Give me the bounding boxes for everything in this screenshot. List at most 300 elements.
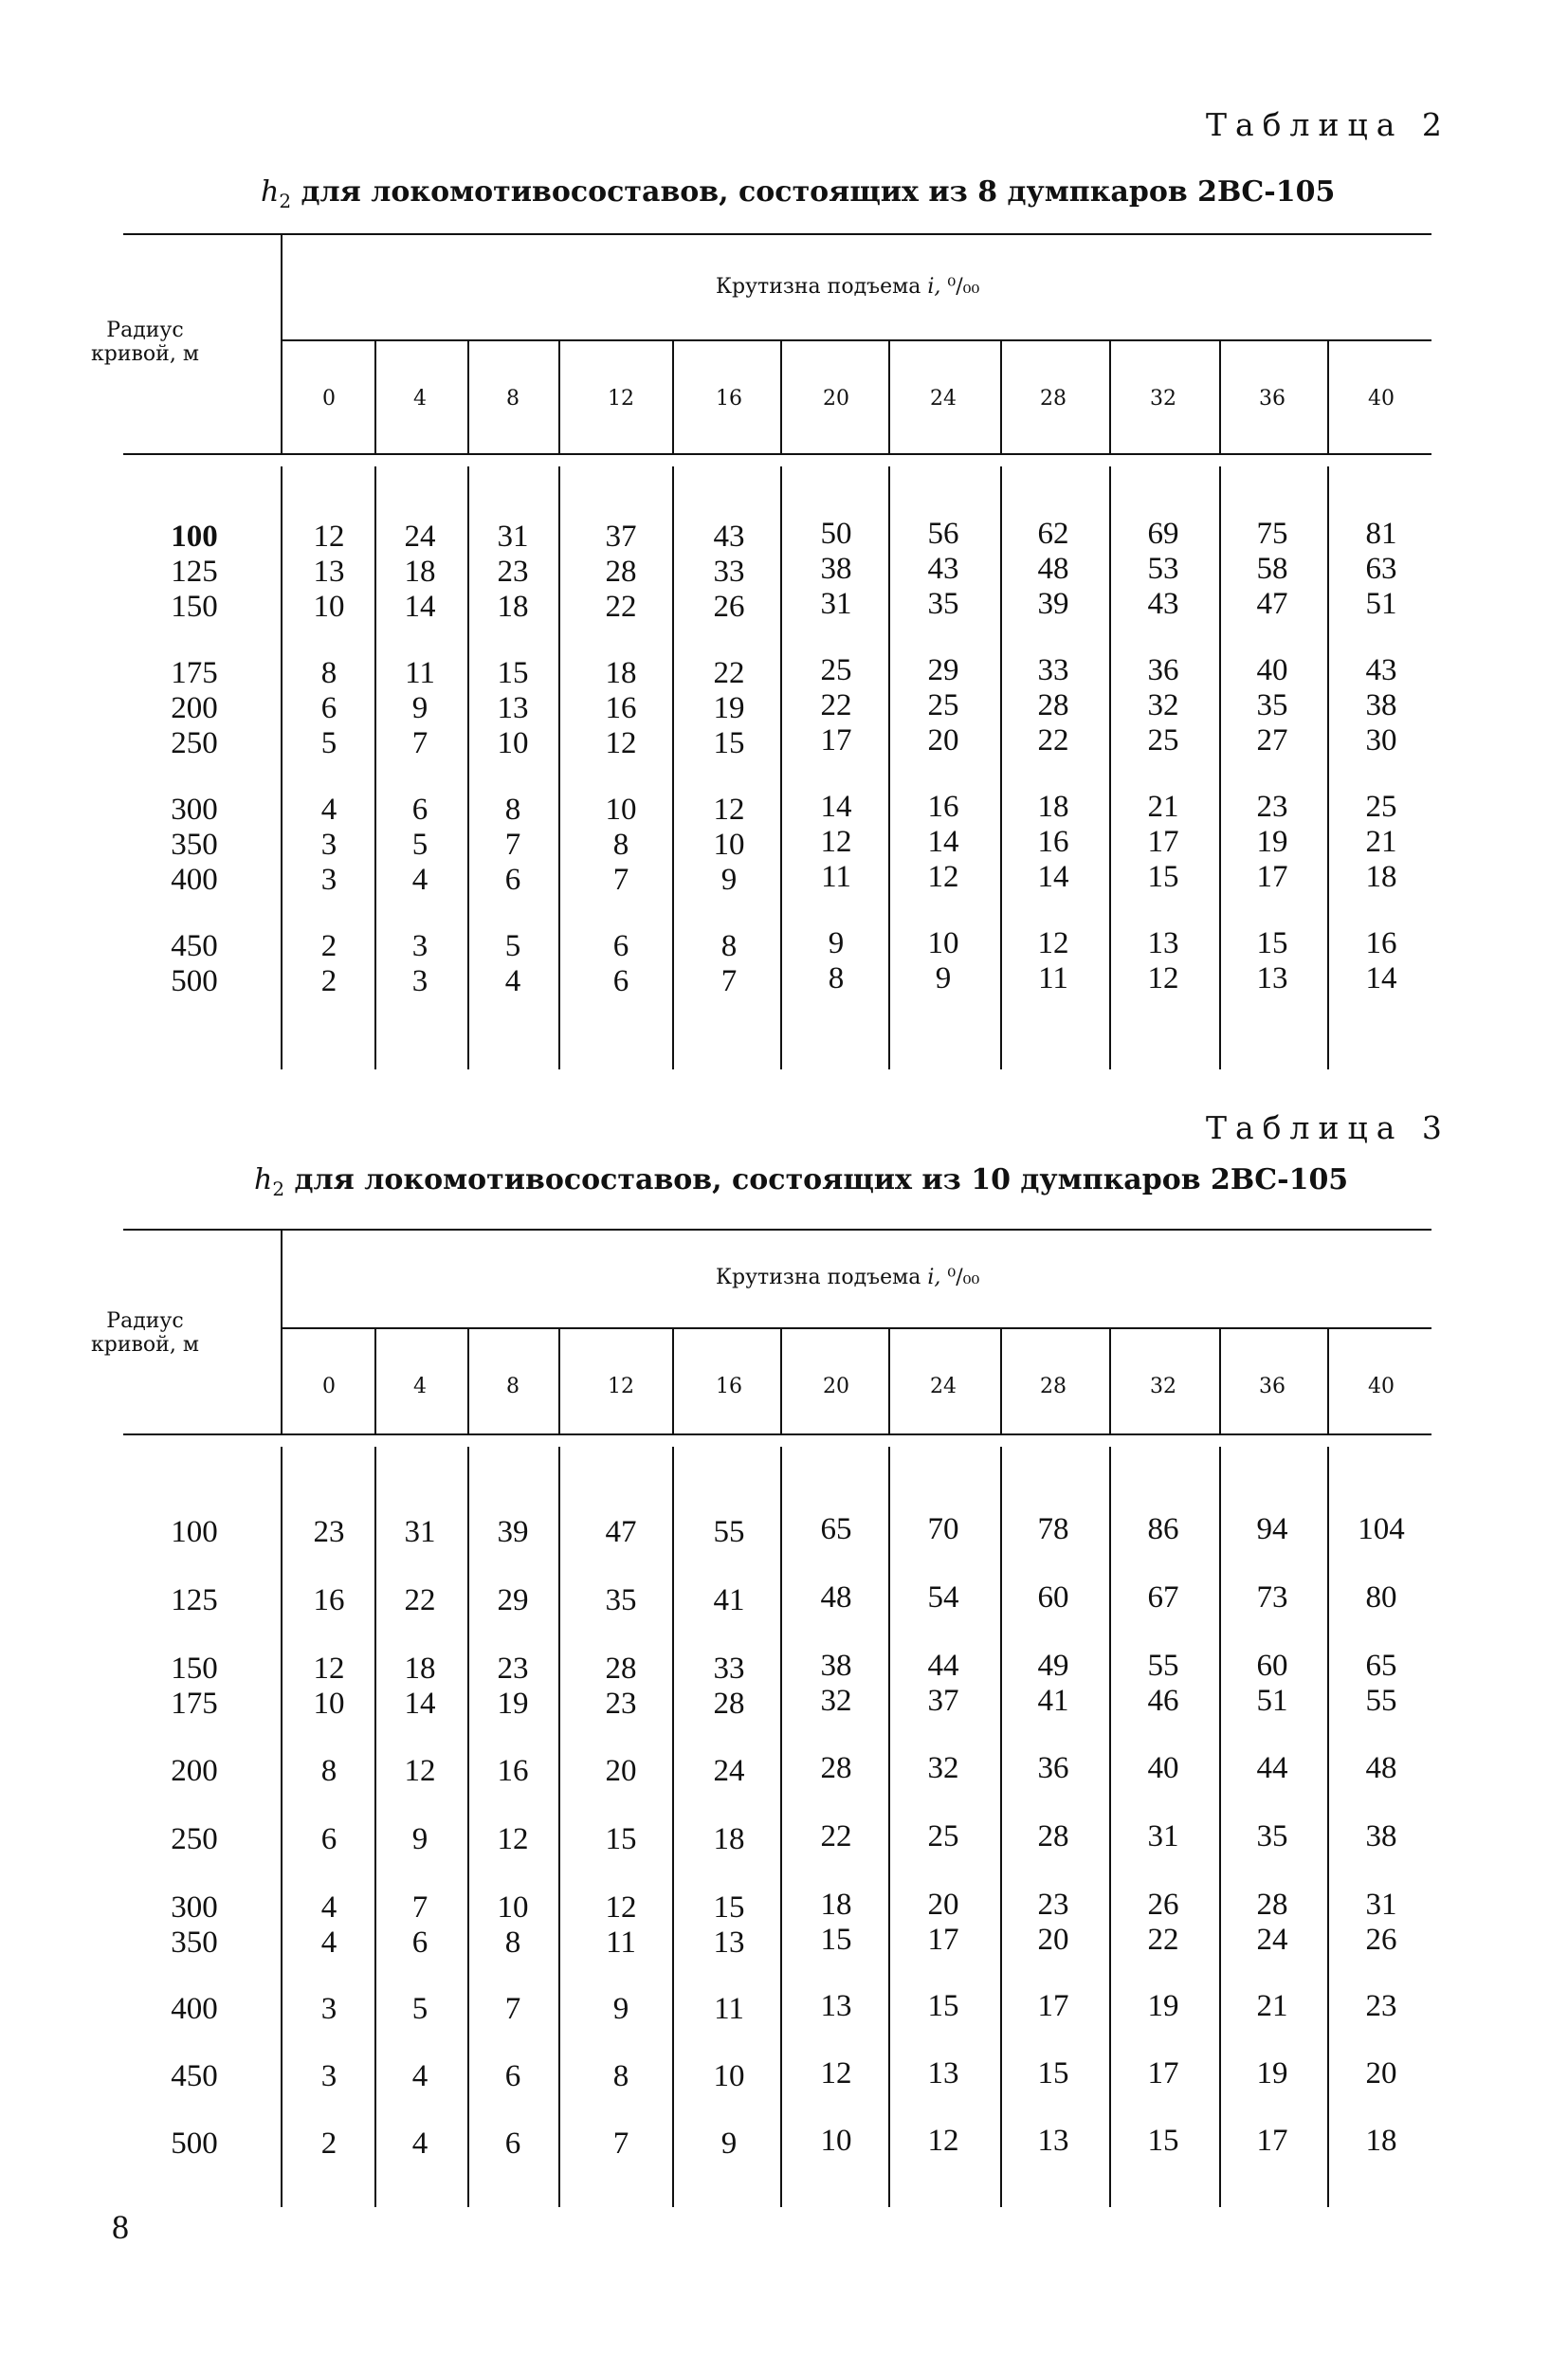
table-cell: 13 (820, 1989, 852, 2023)
table-cell: 12 (820, 825, 852, 859)
table-cell: 22 (404, 1583, 436, 1617)
table-cell: 36 (1037, 1751, 1069, 1785)
table-cell: 12 (1037, 926, 1069, 960)
table-cell: 12 (313, 520, 345, 554)
table-cell: 22 (820, 1819, 852, 1853)
radius-value: 175 (171, 1687, 218, 1721)
table-cell: 104 (1358, 1512, 1405, 1546)
table-cell: 6 (411, 793, 428, 827)
table-cell: 17 (927, 1923, 959, 1957)
column-header: 4 (413, 1375, 427, 1398)
table-cell: 18 (1365, 2124, 1397, 2158)
table-cell: 94 (1256, 1512, 1288, 1546)
column-divider (1219, 1447, 1221, 2207)
table-cell: 28 (1037, 1819, 1069, 1853)
column-header: 20 (823, 387, 849, 411)
table-cell: 38 (820, 1649, 852, 1683)
column-header: 36 (1259, 387, 1285, 411)
table-cell: 21 (1147, 790, 1179, 824)
table-cell: 13 (497, 691, 529, 725)
table-cell: 14 (820, 790, 852, 824)
table-cell: 10 (605, 793, 637, 827)
table-cell: 51 (1365, 587, 1397, 621)
table2-label: Таблица 2 (1206, 106, 1450, 143)
radius-value: 300 (171, 793, 218, 827)
radius-value: 500 (171, 2127, 218, 2161)
table-cell: 31 (1147, 1819, 1179, 1853)
column-header: 0 (322, 387, 336, 411)
table-cell: 8 (504, 1926, 521, 1960)
table-cell: 32 (820, 1684, 852, 1718)
table-cell: 10 (820, 2124, 852, 2158)
table-cell: 21 (1365, 825, 1397, 859)
table-cell: 28 (1256, 1888, 1288, 1922)
table-cell: 67 (1147, 1580, 1179, 1615)
slope-unit: ⁰/₀₀ (947, 1266, 980, 1289)
table-cell: 54 (927, 1580, 959, 1615)
table-cell: 6 (504, 863, 521, 897)
table-cell: 18 (713, 1822, 745, 1856)
table-cell: 12 (497, 1822, 529, 1856)
column-header: 8 (506, 1375, 520, 1398)
table-cell: 16 (1365, 926, 1397, 960)
table-cell: 3 (411, 929, 428, 963)
radius-value: 300 (171, 1890, 218, 1925)
table-cell: 25 (820, 653, 852, 687)
table-cell: 6 (504, 2127, 521, 2161)
table-cell: 22 (713, 656, 745, 690)
table-cell: 25 (927, 1819, 959, 1853)
table2-title-symbol: h (261, 175, 280, 209)
table-cell: 11 (405, 656, 435, 690)
table-cell: 33 (1037, 653, 1069, 687)
column-header: 32 (1150, 1375, 1176, 1398)
table-cell: 3 (320, 863, 337, 897)
table-cell: 39 (497, 1515, 529, 1549)
column-divider (780, 1447, 782, 2207)
column-header: 16 (716, 1375, 742, 1398)
table-cell: 10 (713, 828, 745, 862)
column-header: 0 (322, 1375, 336, 1398)
table-cell: 28 (605, 1652, 637, 1686)
table-cell: 43 (713, 520, 745, 554)
table-cell: 19 (1147, 1989, 1179, 2023)
table-cell: 4 (411, 863, 428, 897)
table-cell: 48 (1037, 552, 1069, 586)
table-cell: 12 (404, 1754, 436, 1788)
table-cell: 14 (1365, 961, 1397, 995)
table-cell: 23 (1037, 1888, 1069, 1922)
table-cell: 48 (1365, 1751, 1397, 1785)
table-cell: 37 (605, 520, 637, 554)
table-cell: 18 (1037, 790, 1069, 824)
column-header: 12 (608, 1375, 634, 1398)
radius-header-line2: кривой, м (91, 1333, 199, 1357)
table-cell: 65 (1365, 1649, 1397, 1683)
column-header: 12 (608, 387, 634, 411)
table-cell: 8 (320, 656, 337, 690)
table-cell: 35 (1256, 688, 1288, 722)
table-cell: 7 (411, 726, 428, 760)
table-cell: 15 (927, 1989, 959, 2023)
table-cell: 23 (497, 1652, 529, 1686)
radius-value: 175 (171, 656, 218, 690)
table-cell: 17 (1147, 825, 1179, 859)
column-divider (1000, 1327, 1002, 1433)
table-cell: 17 (1256, 860, 1288, 894)
table-cell: 60 (1037, 1580, 1069, 1615)
slope-variable: i, (927, 1266, 941, 1289)
table-cell: 12 (820, 2056, 852, 2090)
table-cell: 5 (320, 726, 337, 760)
column-divider (1000, 1447, 1002, 2207)
table-cell: 6 (504, 2059, 521, 2093)
table-cell: 17 (1147, 2056, 1179, 2090)
table-cell: 6 (612, 964, 629, 998)
table-cell: 10 (497, 1890, 529, 1925)
slope-variable: i, (927, 275, 941, 299)
table-cell: 3 (320, 828, 337, 862)
table-cell: 20 (1037, 1923, 1069, 1957)
table-cell: 16 (605, 691, 637, 725)
table-cell: 31 (820, 587, 852, 621)
table-cell: 12 (313, 1652, 345, 1686)
column-header: 28 (1040, 387, 1067, 411)
table-cell: 81 (1365, 517, 1397, 551)
table-cell: 33 (713, 555, 745, 589)
table-cell: 15 (820, 1923, 852, 1957)
table2-title-text: для локомотивосоставов, состоящих из 8 думпкаров 2ВС-105 (301, 175, 1336, 209)
table-cell: 19 (1256, 825, 1288, 859)
column-header: 20 (823, 1375, 849, 1398)
slope-header-text: Крутизна подъема (716, 1266, 921, 1289)
column-divider (558, 1327, 560, 1433)
table-cell: 22 (605, 590, 637, 624)
table-cell: 21 (1256, 1989, 1288, 2023)
table-cell: 3 (411, 964, 428, 998)
radius-value: 100 (171, 1515, 218, 1549)
column-header: 40 (1368, 1375, 1395, 1398)
table-cell: 9 (720, 863, 738, 897)
table-cell: 35 (605, 1583, 637, 1617)
table-cell: 11 (821, 860, 851, 894)
table-cell: 14 (404, 1687, 436, 1721)
column-divider (558, 1447, 560, 2207)
table-cell: 12 (605, 1890, 637, 1925)
column-divider (888, 1447, 890, 2207)
table-cell: 4 (320, 793, 337, 827)
header-divider (283, 1327, 1431, 1329)
table-cell: 17 (1256, 2124, 1288, 2158)
column-divider (1327, 1447, 1329, 2207)
radius-value: 125 (171, 1583, 218, 1617)
table-cell: 47 (605, 1515, 637, 1549)
table-cell: 11 (714, 1992, 744, 2026)
table-cell: 9 (411, 1822, 428, 1856)
column-divider (1219, 1327, 1221, 1433)
table-cell: 15 (497, 656, 529, 690)
table-cell: 26 (713, 590, 745, 624)
table-cell: 15 (713, 726, 745, 760)
table-cell: 70 (927, 1512, 959, 1546)
table-cell: 4 (411, 2127, 428, 2161)
table-cell: 7 (504, 1992, 521, 2026)
table-cell: 56 (927, 517, 959, 551)
table-cell: 12 (1147, 961, 1179, 995)
table-cell: 30 (1365, 723, 1397, 758)
radius-header-line1: Радиус (106, 1309, 184, 1333)
table-cell: 50 (820, 517, 852, 551)
table-cell: 13 (1037, 2124, 1069, 2158)
table-cell: 9 (828, 926, 845, 960)
radius-value: 125 (171, 555, 218, 589)
table-cell: 15 (1037, 2056, 1069, 2090)
table-cell: 41 (713, 1583, 745, 1617)
radius-value: 150 (171, 590, 218, 624)
column-divider (374, 1447, 376, 2207)
table-cell: 38 (820, 552, 852, 586)
table-cell: 16 (927, 790, 959, 824)
table-cell: 25 (1365, 790, 1397, 824)
slope-header-text: Крутизна подъема (716, 275, 921, 299)
table-cell: 46 (1147, 1684, 1179, 1718)
column-divider (1109, 1447, 1111, 2207)
radius-header-line2: кривой, м (91, 342, 199, 366)
table-cell: 14 (1037, 860, 1069, 894)
slope-header (716, 1266, 979, 1289)
column-divider (780, 1327, 782, 1433)
table-cell: 14 (404, 590, 436, 624)
column-divider (1327, 1327, 1329, 1433)
table-cell: 19 (1256, 2056, 1288, 2090)
column-header: 32 (1150, 387, 1176, 411)
radius-value: 250 (171, 726, 218, 760)
radius-value: 450 (171, 929, 218, 963)
table-cell: 25 (927, 688, 959, 722)
table-cell: 20 (927, 1888, 959, 1922)
column-divider (281, 1447, 283, 2207)
radius-value: 150 (171, 1652, 218, 1686)
table-cell: 40 (1147, 1751, 1179, 1785)
header-bottom-rule (123, 1433, 1431, 1435)
column-divider (1109, 1327, 1111, 1433)
table-cell: 65 (820, 1512, 852, 1546)
table3-title-text: для локомотивосоставов, состоящих из 10 думпкаров 2ВС-105 (294, 1163, 1349, 1196)
table-cell: 10 (313, 590, 345, 624)
table-cell: 6 (320, 1822, 337, 1856)
column-header: 24 (930, 387, 957, 411)
table-cell: 13 (313, 555, 345, 589)
table-cell: 78 (1037, 1512, 1069, 1546)
table-cell: 4 (320, 1890, 337, 1925)
table-cell: 75 (1256, 517, 1288, 551)
table-cell: 23 (605, 1687, 637, 1721)
table-cell: 5 (411, 828, 428, 862)
table-cell: 23 (1256, 790, 1288, 824)
table-cell: 13 (1256, 961, 1288, 995)
table-cell: 55 (1147, 1649, 1179, 1683)
radius-header-line1: Радиус (106, 319, 184, 342)
column-divider (888, 1327, 890, 1433)
table-cell: 16 (1037, 825, 1069, 859)
table-cell: 8 (828, 961, 845, 995)
table-cell: 22 (1037, 723, 1069, 758)
table-cell: 28 (713, 1687, 745, 1721)
table-cell: 31 (1365, 1888, 1397, 1922)
table-cell: 80 (1365, 1580, 1397, 1615)
table-cell: 18 (820, 1888, 852, 1922)
table-cell: 13 (713, 1926, 745, 1960)
table-cell: 2 (320, 2127, 337, 2161)
table-cell: 4 (320, 1926, 337, 1960)
table-cell: 10 (927, 926, 959, 960)
table-cell: 43 (927, 552, 959, 586)
table-cell: 27 (1256, 723, 1288, 758)
table-cell: 86 (1147, 1512, 1179, 1546)
table-cell: 8 (504, 793, 521, 827)
table-cell: 13 (1147, 926, 1179, 960)
table-cell: 20 (605, 1754, 637, 1788)
table-cell: 35 (927, 587, 959, 621)
column-divider (467, 1327, 469, 1433)
column-header: 40 (1368, 387, 1395, 411)
radius-value: 450 (171, 2059, 218, 2093)
column-header: 4 (413, 387, 427, 411)
table-cell: 55 (1365, 1684, 1397, 1718)
table-cell: 48 (820, 1580, 852, 1615)
table-cell: 60 (1256, 1649, 1288, 1683)
table-cell: 43 (1365, 653, 1397, 687)
table-cell: 26 (1365, 1923, 1397, 1957)
table-cell: 3 (320, 1992, 337, 2026)
table-cell: 73 (1256, 1580, 1288, 1615)
slope-unit: ⁰/₀₀ (947, 275, 980, 299)
column-header: 16 (716, 387, 742, 411)
table-cell: 19 (713, 691, 745, 725)
table-cell: 6 (612, 929, 629, 963)
table-cell: 43 (1147, 587, 1179, 621)
table-cell: 41 (1037, 1684, 1069, 1718)
table-cell: 29 (927, 653, 959, 687)
table-cell: 20 (927, 723, 959, 758)
table-cell: 4 (411, 2059, 428, 2093)
table-cell: 25 (1147, 723, 1179, 758)
table-cell: 4 (504, 964, 521, 998)
table-cell: 33 (713, 1652, 745, 1686)
table-cell: 5 (411, 1992, 428, 2026)
table-cell: 18 (1365, 860, 1397, 894)
table-cell: 18 (404, 1652, 436, 1686)
table-cell: 9 (720, 2127, 738, 2161)
table-cell: 6 (320, 691, 337, 725)
table3-title-subscript: 2 (272, 1178, 285, 1200)
table-cell: 11 (1038, 961, 1068, 995)
radius-header (64, 1309, 226, 1357)
table-cell: 11 (606, 1926, 636, 1960)
table-cell: 38 (1365, 1819, 1397, 1853)
column-header: 8 (506, 387, 520, 411)
table-cell: 31 (404, 1515, 436, 1549)
table-cell: 19 (497, 1687, 529, 1721)
table-cell: 22 (820, 688, 852, 722)
table-cell: 9 (935, 961, 952, 995)
table-cell: 17 (1037, 1989, 1069, 2023)
table-cell: 49 (1037, 1649, 1069, 1683)
table-cell: 55 (713, 1515, 745, 1549)
table-cell: 28 (605, 555, 637, 589)
table-cell: 15 (1147, 2124, 1179, 2158)
table-cell: 8 (612, 828, 629, 862)
table-cell: 18 (605, 656, 637, 690)
radius-value: 400 (171, 1992, 218, 2026)
table-cell: 9 (411, 691, 428, 725)
table-cell: 13 (927, 2056, 959, 2090)
table-cell: 12 (927, 860, 959, 894)
radius-value: 100 (171, 520, 218, 554)
table-cell: 24 (404, 520, 436, 554)
table-cell: 7 (720, 964, 738, 998)
table3-title-symbol: h (254, 1163, 273, 1196)
table-cell: 17 (820, 723, 852, 758)
table-cell: 44 (927, 1649, 959, 1683)
table-cell: 53 (1147, 552, 1179, 586)
table-cell: 16 (497, 1754, 529, 1788)
table-cell: 16 (313, 1583, 345, 1617)
column-divider (467, 1447, 469, 2207)
radius-value: 350 (171, 828, 218, 862)
table-cell: 7 (504, 828, 521, 862)
table-cell: 37 (927, 1684, 959, 1718)
column-divider (672, 1447, 674, 2207)
table3-label: Таблица 3 (1206, 1109, 1450, 1146)
table-cell: 15 (1256, 926, 1288, 960)
table-cell: 29 (497, 1583, 529, 1617)
table-cell: 9 (612, 1992, 629, 2026)
table-cell: 10 (497, 726, 529, 760)
table-cell: 12 (605, 726, 637, 760)
radius-value: 200 (171, 1754, 218, 1788)
column-divider (672, 1327, 674, 1433)
table-cell: 10 (713, 2059, 745, 2093)
table-cell: 62 (1037, 517, 1069, 551)
table-cell: 15 (605, 1822, 637, 1856)
table-cell: 69 (1147, 517, 1179, 551)
table-cell: 63 (1365, 552, 1397, 586)
table-cell: 8 (720, 929, 738, 963)
table-cell: 15 (1147, 860, 1179, 894)
table-cell: 7 (612, 863, 629, 897)
table-cell: 23 (313, 1515, 345, 1549)
table-cell: 38 (1365, 688, 1397, 722)
table-cell: 23 (497, 555, 529, 589)
table-cell: 24 (1256, 1923, 1288, 1957)
table-cell: 5 (504, 929, 521, 963)
table-cell: 22 (1147, 1923, 1179, 1957)
column-divider (374, 1327, 376, 1433)
table-cell: 47 (1256, 587, 1288, 621)
table-cell: 32 (927, 1751, 959, 1785)
table-cell: 31 (497, 520, 529, 554)
radius-value: 500 (171, 964, 218, 998)
table-cell: 6 (411, 1926, 428, 1960)
table-cell: 15 (713, 1890, 745, 1925)
table-cell: 12 (927, 2124, 959, 2158)
table-cell: 18 (404, 555, 436, 589)
table-cell: 44 (1256, 1751, 1288, 1785)
radius-value: 400 (171, 863, 218, 897)
top-rule (123, 1229, 1431, 1231)
radius-value: 250 (171, 1822, 218, 1856)
